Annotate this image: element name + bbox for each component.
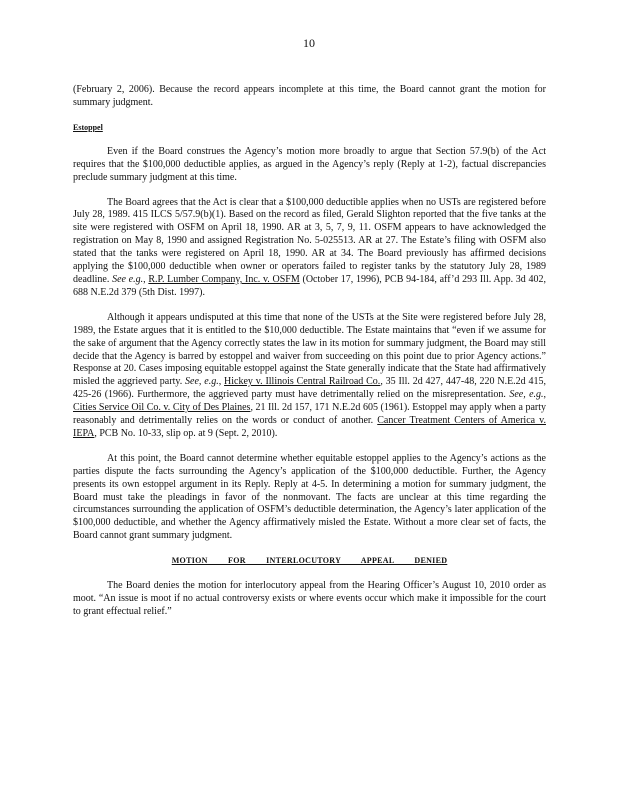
- see-signal: See, e.g.: [509, 389, 544, 401]
- case-citation-hickey: Hickey v. Illinois Central Railroad Co.: [224, 376, 381, 388]
- p3-text-b: , 35 Ill. 2d 427, 447-48, 220 N.E.2d 415, 425-26 (1966). Furthermore, the aggrieved party must have detrimentally relied on the misrepresentation.: [73, 376, 547, 401]
- paragraph-board-denies: The Board denies the motion for interlocutory appeal from the Hearing Officer’s August 10, 2010 order as moot. “An issue is moot if no actual controversy exists or where events occur which make it impossible for the court to grant effectual relief.”: [73, 580, 546, 617]
- case-citation-rp-lumber: R.P. Lumber Company, Inc. v. OSFM: [148, 273, 300, 285]
- paragraph-board-agrees: The Board agrees that the Act is clear that a $100,000 deductible applies when no USTs are registered before July 28, 1989. 415 ILCS 5/57.9(b)(1). Based on the record as filed, Gerald Slighton reported that the five tanks at the site were registered with OSFM on April 18, 1990. AR at 3, 5, 7, 9, 11. OSFM appears to have acknowledged the registration on May 8, 1990 and assigned Registration No. 5-025513. AR at 27. The Estate’s filing with OSFM also stated that the tanks were registered on April 18, 1990. AR at 34. The Board previously has affirmed decisions applying the $100,000 deductible when owner or operators failed to register tanks by the statutory July 28, 1989 deadline. See e.g., R.P. Lumber Company, Inc. v. OSFM (October 17, 1996), PCB 94-184, aff’d 293 Ill. App. 3d 402, 688 N.E.2d 379 (5th Dist. 1997).: [73, 196, 547, 298]
- section-heading-estoppel: Estoppel: [73, 122, 103, 132]
- document-body: [73, 84, 546, 619]
- paragraph-construes: Even if the Board construes the Agency’s motion more broadly to argue that Section 57.9(b) of the Act requires that the $100,000 deductible applies, as argued in the Agency’s reply (Reply at 1-2), factual discrepancies preclude summary judgment at this time.: [73, 145, 546, 183]
- paragraph-at-this-point: At this point, the Board cannot determine whether equitable estoppel applies to the Agency’s actions as the parties dispute the facts surrounding the Agency’s application of the $100,000 deductible. Further, the Agency presents its own estoppel argument in its Reply. Reply at 4-5. In determining a motion for summary judgment, the Board must take the pleadings in favor of the nonmovant. The facts are unclear at this time regarding the circumstances surrounding the application of OSFM’s deductible determination, the Agency’s later application of the $100,000 deductible, and whether the Agency affirmatively misled the Estate. Without a more clear set of facts, the Board cannot grant summary judgment.: [73, 452, 546, 542]
- paragraph-continuation: (February 2, 2006). Because the record appears incomplete at this time, the Board cannot grant the motion for summary judgment.: [73, 84, 546, 108]
- see-signal: See e.g.: [112, 273, 144, 285]
- p2-text: The Board agrees that the Act is clear that a $100,000 deductible applies when no USTs are registered before July 28, 1989. 415 ILCS 5/57.9(b)(1). Based on the record as filed, Gerald Slighton reported that the five tanks at the site were registered with OSFM on April 18, 1990. AR at 3, 5, 7, 9, 11. OSFM appears to have acknowledged the registration on May 8, 1990 and assigned Registration No. 5-025513. AR at 27. The Estate’s filing with OSFM also stated that the tanks were registered on April 18, 1990. AR at 34. The Board previously has affirmed decisions applying the $100,000 deductible when owner or operators failed to register tanks by the statutory July 28, 1989 deadline.: [73, 196, 546, 285]
- paragraph-although: Although it appears undisputed at this time that none of the USTs at the Site were registered before July 28, 1989, the Estate argues that it is entitled to the $10,000 deductible. The Estate maintains that “even if we assume for the sake of argument that the Agency correctly states the law in its motion for summary judgment, the Board may still decide that the Agency is barred by estoppel and waiver from succeeding on this point due to prior Agency actions.” Response at 20. Cases imposing equitable estoppel against the State generally indicate that the State had affirmatively misled the aggrieved party. See, e.g., Hickey v. Illinois Central Railroad Co., 35 Ill. 2d 427, 447-48, 220 N.E.2d 415, 425-26 (1966). Furthermore, the aggrieved party must have detrimentally relied on the misrepresentation. See, e.g., Cities Service Oil Co. v. City of Des Plaines, 21 Ill. 2d 157, 171 N.E.2d 605 (1961). Estoppel may apply when a party reasonably and detrimentally relies on the words or conduct of another. Cancer Treatment Centers of America v. IEPA, PCB No. 10-33, slip op. at 9 (Sept. 2, 2010).: [73, 311, 547, 439]
- p2-tail: (October 17, 1996), PCB 94-184, aff’d 293 Ill. App. 3d 402, 688 N.E.2d 379 (5th Dist. 1997).: [73, 273, 547, 298]
- see-signal: See, e.g.: [185, 376, 219, 388]
- page-number: 10: [303, 36, 315, 50]
- p3-text-d: , PCB No. 10-33, slip op. at 9 (Sept. 2, 2010).: [94, 427, 278, 439]
- case-citation-cities-service: Cities Service Oil Co. v. City of Des Plaines: [73, 402, 251, 414]
- p3-text-c: , 21 Ill. 2d 157, 171 N.E.2d 605 (1961). Estoppel may apply when a party reasonably and detrimentally relies on the words or conduct of another.: [73, 402, 546, 427]
- p3-text-a: Although it appears undisputed at this time that none of the USTs at the Site were registered before July 28, 1989, the Estate argues that it is entitled to the $10,000 deductible. The Estate maintains that “even if we assume for the sake of argument that the Agency correctly states the law in its motion for summary judgment, the Board may still decide that the Agency is barred by estoppel and waiver from succeeding on this point due to prior Agency actions.” Response at 20. Cases imposing equitable estoppel against the State generally indicate that the State had affirmatively misled the aggrieved party.: [73, 311, 546, 388]
- section-heading-motion: MOTION FOR INTERLOCUTORY APPEAL DENIED: [171, 556, 448, 566]
- case-citation-cancer-treatment: Cancer Treatment Centers of America v. IEPA: [73, 415, 546, 439]
